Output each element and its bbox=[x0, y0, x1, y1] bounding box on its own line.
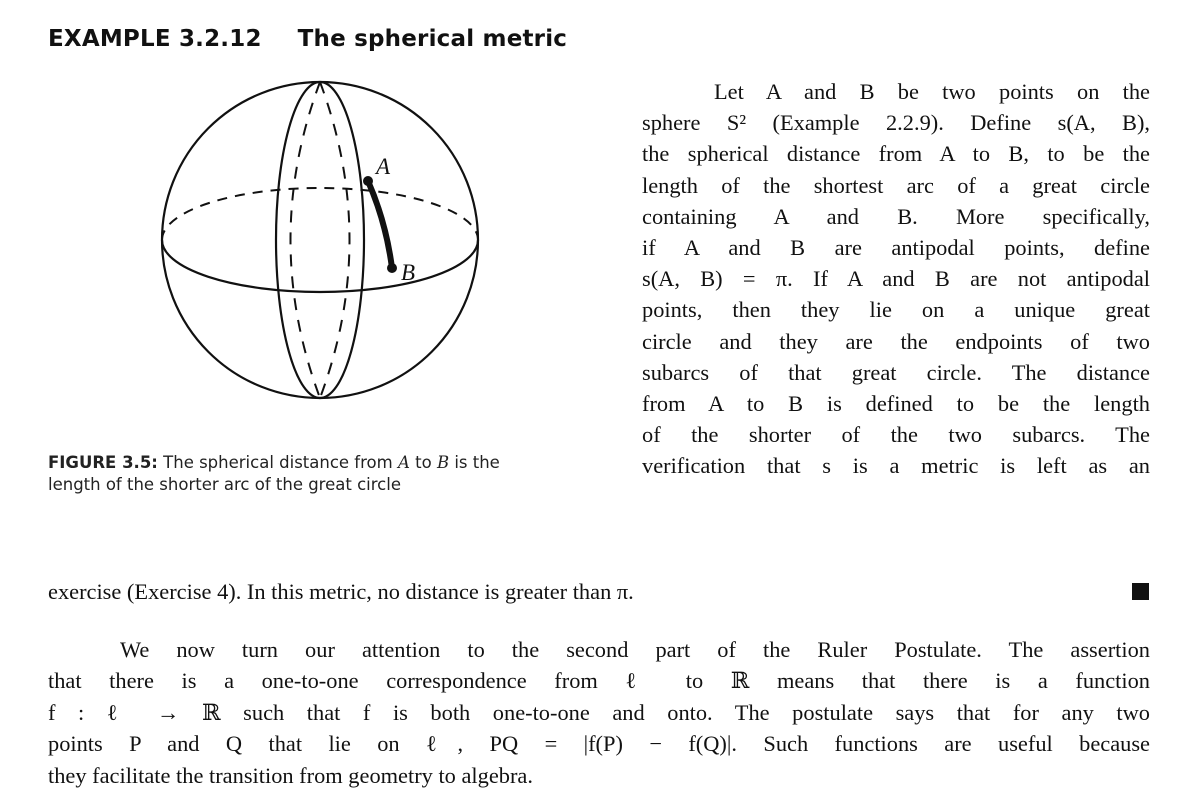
label-a: A bbox=[376, 154, 391, 179]
sphere-diagram bbox=[150, 74, 495, 414]
equator-back bbox=[162, 188, 478, 240]
text-line: if A and B are antipodal points, define bbox=[642, 235, 1150, 261]
example-title: The spherical metric bbox=[297, 26, 568, 52]
text-line: s(A, B) = π. If A and B are not antipodal bbox=[642, 266, 1150, 292]
text-line: circle and they are the endpoints of two bbox=[642, 328, 1150, 354]
text-line: subarcs of that great circle. The distance bbox=[642, 359, 1150, 385]
back-meridian-right bbox=[320, 82, 350, 398]
equator-front bbox=[162, 240, 478, 292]
text-line: the spherical distance from A to B, to be the bbox=[642, 141, 1150, 167]
arc-a-to-b bbox=[368, 181, 392, 268]
sphere-figure bbox=[150, 74, 495, 414]
text-line: f : ℓ → ℝ such that f is both one-to-one and onto. The postulate says that for any two bbox=[48, 699, 1150, 725]
point-a bbox=[363, 176, 373, 186]
text-line: containing A and B. More specifically, bbox=[642, 203, 1150, 229]
example-heading bbox=[48, 26, 567, 52]
example-body bbox=[642, 76, 1150, 482]
text-line: length of the shortest arc of a great circle bbox=[642, 172, 1150, 198]
end-of-example-mark bbox=[1132, 583, 1149, 600]
text-line: verification that s is a metric is left as an bbox=[642, 453, 1150, 479]
ruler-postulate-paragraph bbox=[48, 634, 1150, 791]
label-b: B bbox=[401, 260, 416, 285]
meridian-circle bbox=[276, 82, 364, 398]
text-line: that there is a one-to-one correspondence from ℓ to ℝ means that there is a function bbox=[48, 668, 1150, 694]
text-line: We now turn our attention to the second part of the Ruler Postulate. The assertion bbox=[120, 637, 1150, 662]
text-line: they facilitate the transition from geometry to algebra. bbox=[48, 762, 533, 788]
text-line: points, then they lie on a unique great bbox=[642, 297, 1150, 323]
example-last-line: exercise (Exercise 4). In this metric, no distance is greater than π. bbox=[48, 579, 634, 604]
figure-caption: FIGURE 3.5: The spherical distance from A to B is the length of the shorter arc of the great circle bbox=[48, 453, 500, 494]
example-label: EXAMPLE 3.2.12 bbox=[48, 26, 262, 52]
text-line: sphere S² (Example 2.2.9). Define s(A, B), bbox=[642, 110, 1150, 136]
text-line: of the shorter of the two subarcs. The bbox=[642, 422, 1150, 448]
sphere-outline bbox=[162, 82, 478, 398]
point-b bbox=[387, 263, 397, 273]
text-line: Let A and B be two points on the bbox=[714, 79, 1150, 104]
text-line: points P and Q that lie on ℓ, PQ = |f(P) − f(Q)|. Such functions are useful because bbox=[48, 731, 1150, 757]
back-meridian-left bbox=[291, 82, 321, 398]
caption-label: FIGURE 3.5: bbox=[48, 453, 158, 472]
text-line: from A to B is defined to be the length bbox=[642, 391, 1150, 417]
